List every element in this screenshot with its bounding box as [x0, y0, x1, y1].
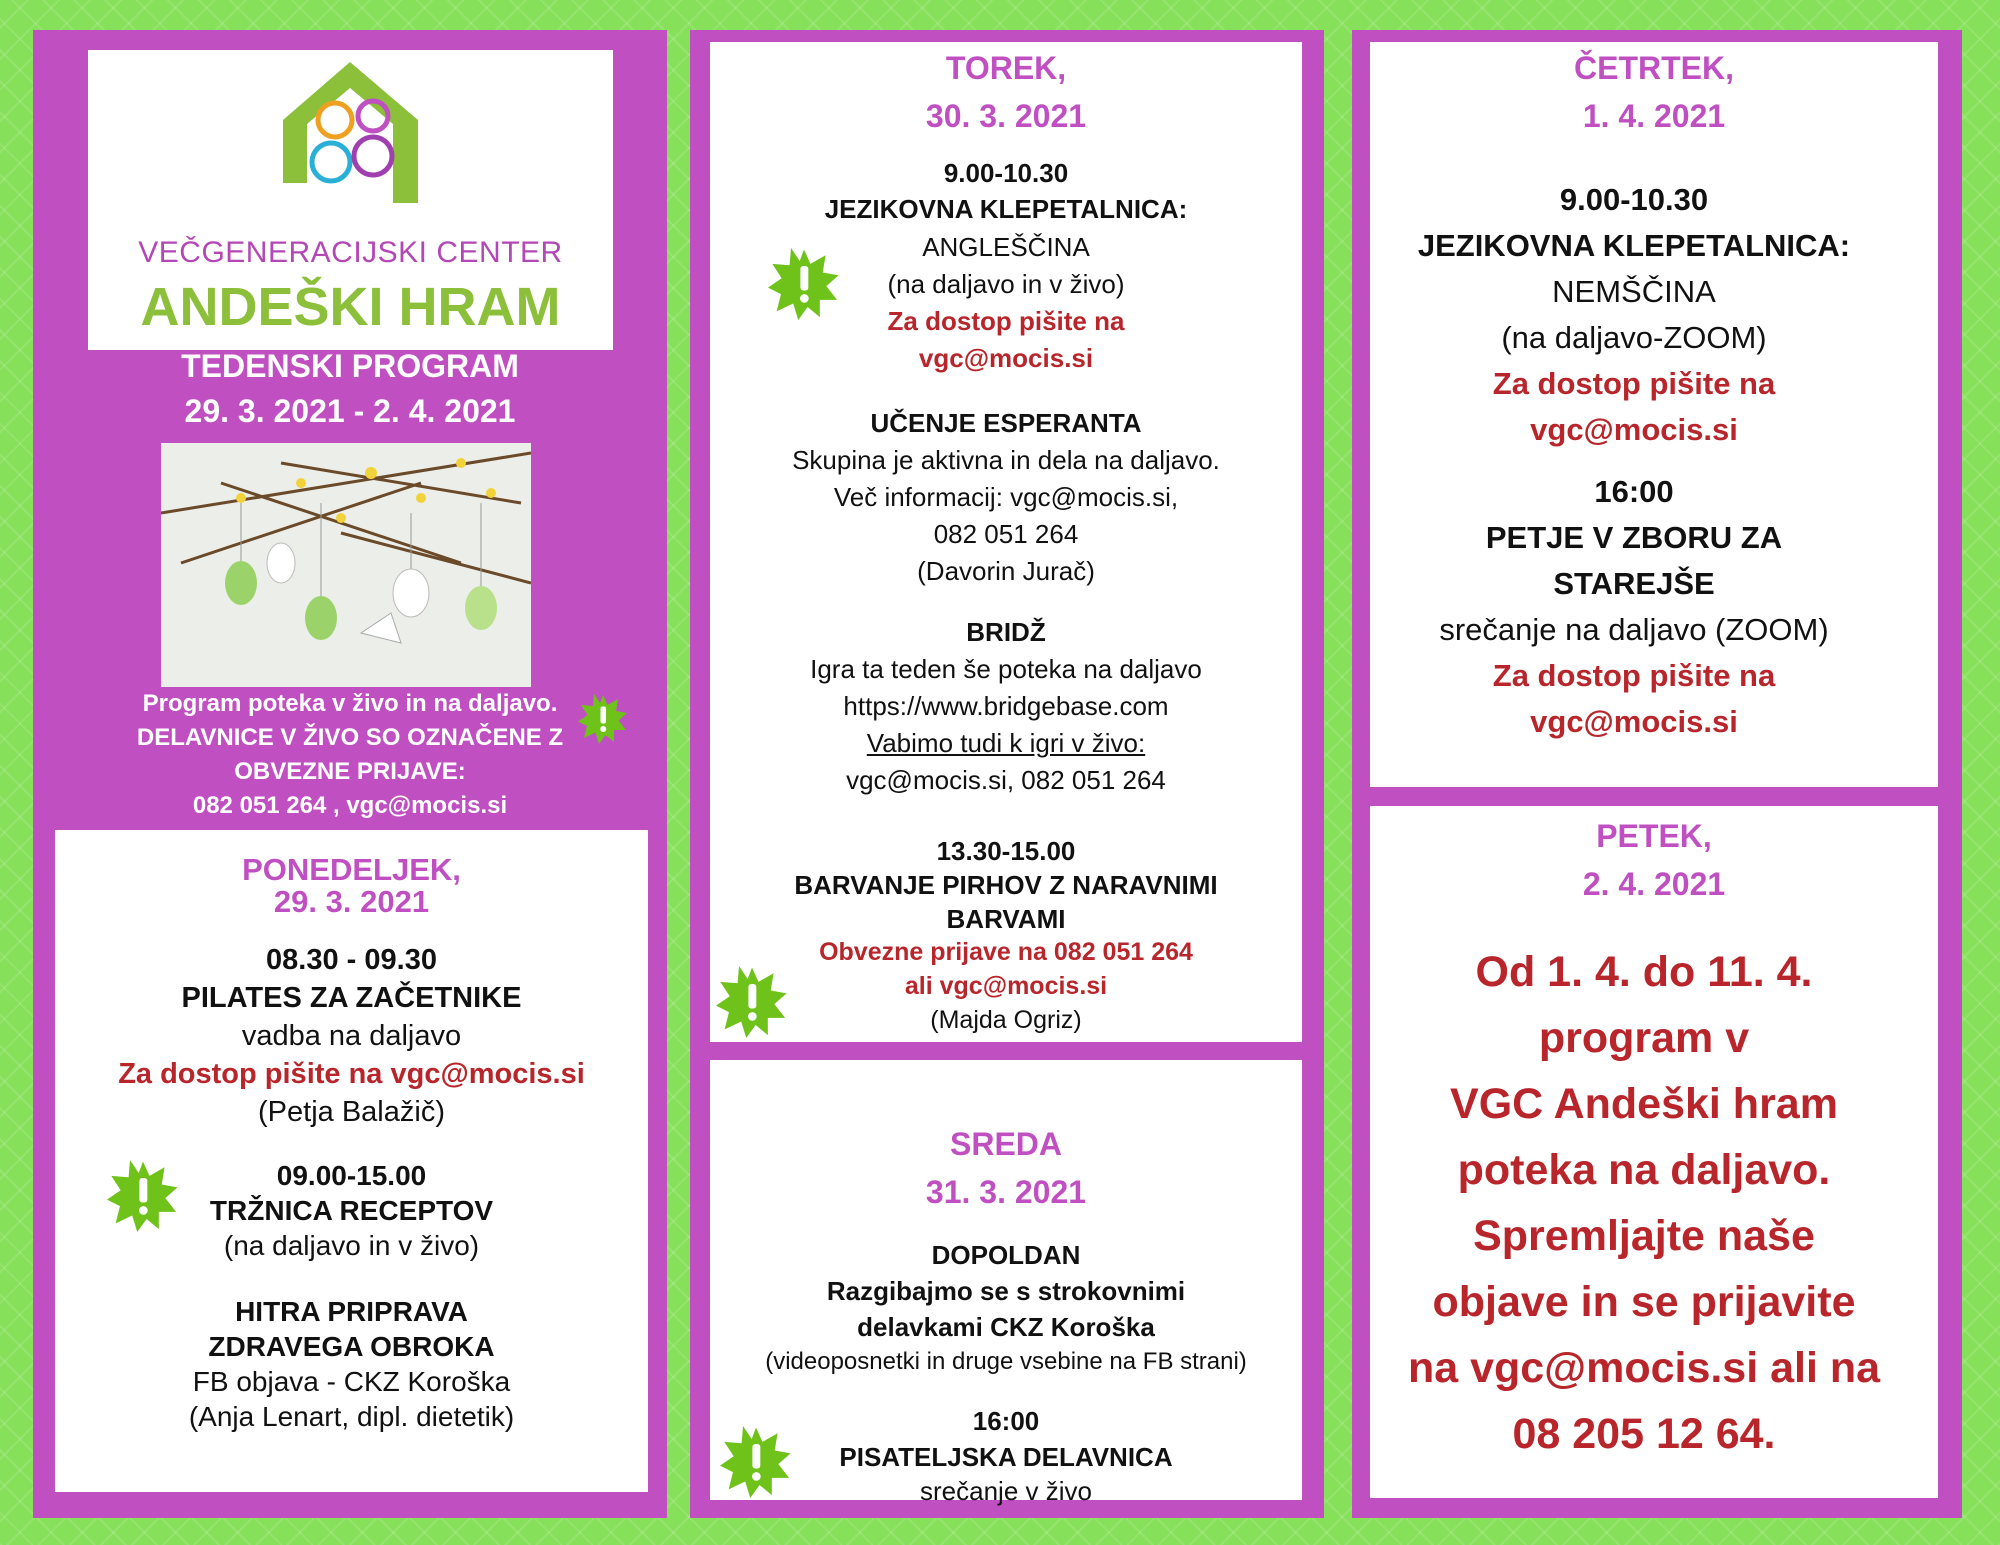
english-chat-title: JEZIKOVNA KLEPETALNICA: [824, 194, 1188, 224]
morning-line-1: Razgibajmo se s strokovnimi [826, 1276, 1186, 1306]
logo-subtitle: VEČGENERACIJSKI CENTER [138, 236, 563, 269]
tuesday-panel [710, 42, 1302, 1042]
thursday-day: ČETRTEK, [1574, 50, 1734, 86]
monday-date: 29. 3. 2021 [273, 884, 430, 919]
wednesday-day: SREDA [949, 1126, 1062, 1162]
english-chat-sub: (na daljavo in v živo) [887, 269, 1125, 299]
meal-prep-author: (Anja Lenart, dipl. dietetik) [188, 1401, 515, 1432]
pilates-time: 08.30 - 09.30 [266, 944, 437, 976]
live-workshop-star-icon [716, 966, 788, 1038]
english-chat-access-1: Za dostop pišite na [887, 306, 1125, 336]
middle-column [690, 30, 1324, 1518]
pilates-instructor: (Petja Balažič) [258, 1096, 445, 1128]
pilates-title: PILATES ZA ZAČETNIKE [181, 982, 522, 1014]
esperanto-title: UČENJE ESPERANTA [870, 408, 1142, 438]
german-chat-time: 9.00-10.30 [1559, 182, 1709, 217]
friday-msg-2: program v [1538, 1014, 1750, 1062]
friday-msg-3: VGC Andeški hram [1450, 1080, 1838, 1128]
house-logo-icon [273, 58, 428, 208]
monday-day: PONEDELJEK, [242, 852, 461, 887]
friday-msg-8: 08 205 12 64. [1512, 1410, 1776, 1458]
bridge-line-3: Vabimo tudi k igri v živo: [866, 728, 1146, 758]
choir-access-1: Za dostop pišite na [1492, 658, 1776, 693]
egg-dye-req-1: Obvezne prijave na 082 051 264 [819, 938, 1193, 966]
egg-dye-instructor: (Majda Ogriz) [930, 1006, 1082, 1034]
notice-line-3: OBVEZNE PRIJAVE: [234, 758, 466, 785]
bridge-link[interactable]: https://www.bridgebase.com [843, 691, 1169, 721]
choir-access-2: vgc@mocis.si [1530, 704, 1738, 739]
esperanto-line-1: Skupina je aktivna in dela na daljavo. [792, 445, 1220, 475]
german-chat-title: JEZIKOVNA KLEPETALNICA: [1417, 228, 1851, 263]
left-column [33, 30, 667, 1518]
recipe-market-sub: (na daljavo in v živo) [223, 1230, 480, 1261]
writing-time: 16:00 [972, 1406, 1040, 1436]
logo-box [88, 50, 613, 350]
writing-title: PISATELJSKA DELAVNICA [839, 1442, 1173, 1472]
esperanto-line-2: Več informacij: vgc@mocis.si, [833, 482, 1179, 512]
english-chat-time: 9.00-10.30 [943, 158, 1069, 188]
bridge-line-4: vgc@mocis.si, 082 051 264 [846, 765, 1166, 795]
german-chat-lang: NEMŠČINA [1552, 274, 1716, 309]
friday-date: 2. 4. 2021 [1582, 866, 1726, 902]
recipe-market-title: TRŽNICA RECEPTOV [209, 1195, 494, 1226]
bridge-title: BRIDŽ [966, 617, 1046, 647]
recipe-market-time: 09.00-15.00 [276, 1160, 427, 1191]
german-chat-access-1: Za dostop pišite na [1492, 366, 1776, 401]
choir-title-2: STAREJŠE [1553, 566, 1715, 601]
choir-sub: srečanje na daljavo (ZOOM) [1439, 612, 1829, 647]
program-title: TEDENSKI PROGRAM [181, 348, 519, 384]
egg-dye-req-2: ali vgc@mocis.si [904, 972, 1108, 1000]
wednesday-date: 31. 3. 2021 [925, 1174, 1087, 1210]
esperanto-line-4: (Davorin Jurač) [917, 556, 1095, 586]
egg-dye-time: 13.30-15.00 [936, 836, 1076, 866]
friday-msg-5: Spremljajte naše [1473, 1212, 1815, 1260]
thursday-date: 1. 4. 2021 [1582, 98, 1726, 134]
friday-msg-4: poteka na daljavo. [1457, 1146, 1831, 1194]
live-workshop-star-icon [578, 694, 628, 744]
esperanto-line-3: 082 051 264 [933, 519, 1079, 549]
choir-time: 16:00 [1594, 474, 1674, 509]
pilates-access: Za dostop pišite na vgc@mocis.si [118, 1058, 585, 1090]
friday-msg-6: objave in se prijavite [1432, 1278, 1856, 1326]
german-chat-access-2: vgc@mocis.si [1530, 412, 1738, 447]
morning-line-2: delavkami CKZ Koroška [857, 1312, 1155, 1342]
notice-line-1: Program poteka v živo in na daljavo. [142, 690, 558, 717]
wednesday-panel [710, 1060, 1302, 1506]
easter-branches-image [161, 443, 531, 687]
meal-prep-title-2: ZDRAVEGA OBROKA [208, 1331, 495, 1362]
live-workshop-star-icon [720, 1426, 792, 1498]
program-dates: 29. 3. 2021 - 2. 4. 2021 [184, 393, 516, 429]
friday-msg-1: Od 1. 4. do 11. 4. [1475, 948, 1813, 996]
egg-dye-title-1: BARVANJE PIRHOV Z NARAVNIMI [794, 870, 1218, 900]
friday-panel [1370, 806, 1938, 1498]
friday-day: PETEK, [1596, 818, 1712, 854]
meal-prep-title-1: HITRA PRIPRAVA [235, 1296, 468, 1327]
pilates-sub: vadba na daljavo [241, 1020, 462, 1052]
egg-dye-title-2: BARVAMI [946, 904, 1066, 934]
tuesday-date: 30. 3. 2021 [925, 98, 1087, 134]
logo-title: ANDEŠKI HRAM [140, 277, 561, 337]
bridge-line-1: Igra ta teden še poteka na daljavo [810, 654, 1202, 684]
friday-msg-7: na vgc@mocis.si ali na [1407, 1344, 1881, 1392]
english-chat-lang: ANGLEŠČINA [922, 232, 1090, 262]
morning-title: DOPOLDAN [931, 1240, 1081, 1270]
notice-line-4: 082 051 264 , vgc@mocis.si [192, 792, 508, 819]
thursday-panel [1370, 42, 1938, 787]
notice-line-2: DELAVNICE V ŽIVO SO OZNAČENE Z [136, 724, 564, 751]
monday-panel [55, 830, 648, 1492]
german-chat-sub: (na daljavo-ZOOM) [1501, 320, 1767, 355]
live-workshop-star-icon [768, 248, 840, 320]
morning-line-3: (videoposnetki in druge vsebine na FB strani) [765, 1348, 1247, 1375]
meal-prep-sub: FB objava - CKZ Koroška [192, 1366, 511, 1397]
easter-photo [161, 443, 531, 687]
right-column [1352, 30, 1962, 1518]
tuesday-day: TOREK, [945, 50, 1067, 86]
english-chat-access-2: vgc@mocis.si [918, 343, 1094, 373]
writing-sub: srečanje v živo [920, 1476, 1092, 1506]
choir-title-1: PETJE V ZBORU ZA [1485, 520, 1783, 555]
